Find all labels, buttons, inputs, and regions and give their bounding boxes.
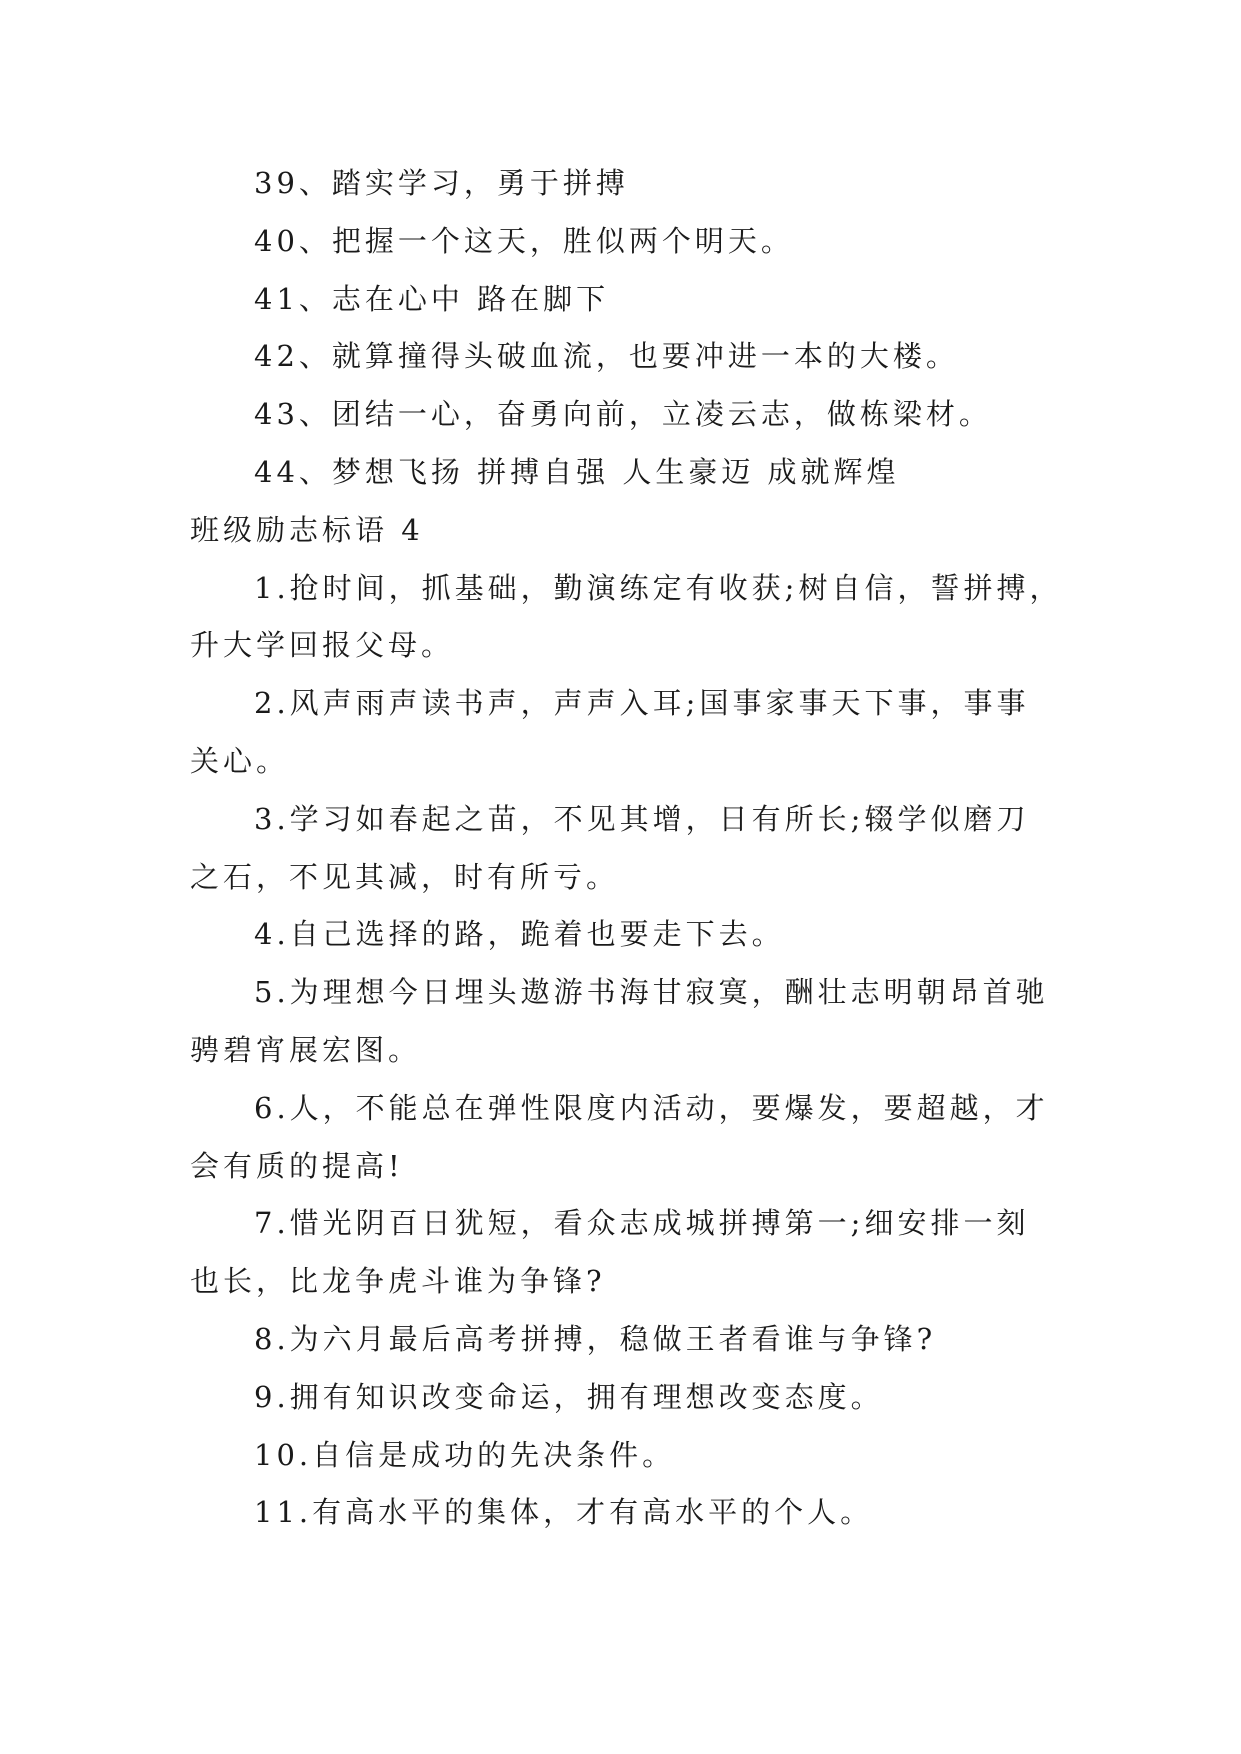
slogan-line: 5.为理想今日埋头遨游书海甘寂寞，酬壮志明朝昂首驰 bbox=[254, 975, 1049, 1010]
document-body bbox=[190, 155, 1070, 1542]
slogan-line: 4.自己选择的路，跪着也要走下去。 bbox=[254, 917, 785, 952]
slogan-line-continuation: 也长，比龙争虎斗谁为争锋? bbox=[190, 1264, 606, 1299]
slogan-line: 39、踏实学习，勇于拼搏 bbox=[254, 166, 629, 200]
slogan-line: 42、就算撞得头破血流，也要冲进一本的大楼。 bbox=[254, 339, 959, 374]
slogan-line-continuation: 升大学回报父母。 bbox=[190, 628, 455, 663]
section-heading: 班级励志标语 4 bbox=[190, 512, 424, 547]
slogan-line: 2.风声雨声读书声，声声入耳;国事家事天下事，事事 bbox=[254, 686, 1030, 721]
slogan-line: 1.抢时间，抓基础，勤演练定有收获;树自信，誓拼搏， bbox=[254, 570, 1063, 605]
slogan-line-continuation: 关心。 bbox=[190, 743, 290, 778]
slogan-line: 3.学习如春起之苗，不见其增，日有所长;辍学似磨刀 bbox=[254, 801, 1030, 836]
slogan-line: 43、团结一心，奋勇向前，立凌云志，做栋梁材。 bbox=[254, 397, 992, 432]
slogan-line-continuation: 会有质的提高! bbox=[190, 1148, 404, 1183]
slogan-line: 11.有高水平的集体，才有高水平的个人。 bbox=[254, 1495, 874, 1530]
slogan-line: 9.拥有知识改变命运，拥有理想改变态度。 bbox=[254, 1379, 884, 1414]
slogan-line: 8.为六月最后高考拼搏，稳做王者看谁与争锋? bbox=[254, 1321, 937, 1356]
slogan-line-continuation: 骋碧宵展宏图。 bbox=[190, 1032, 422, 1067]
slogan-line: 6.人，不能总在弹性限度内活动，要爆发，要超越，才 bbox=[254, 1090, 1049, 1125]
slogan-line: 44、梦想飞扬 拼搏自强 人生豪迈 成就辉煌 bbox=[254, 454, 900, 489]
slogan-line-continuation: 之石，不见其减，时有所亏。 bbox=[190, 859, 620, 894]
slogan-line: 7.惜光阴百日犹短，看众志成城拼搏第一;细安排一刻 bbox=[254, 1206, 1030, 1241]
slogan-line: 10.自信是成功的先决条件。 bbox=[254, 1437, 676, 1472]
slogan-line: 40、把握一个这天，胜似两个明天。 bbox=[254, 223, 794, 258]
slogan-line: 41、志在心中 路在脚下 bbox=[254, 281, 610, 316]
